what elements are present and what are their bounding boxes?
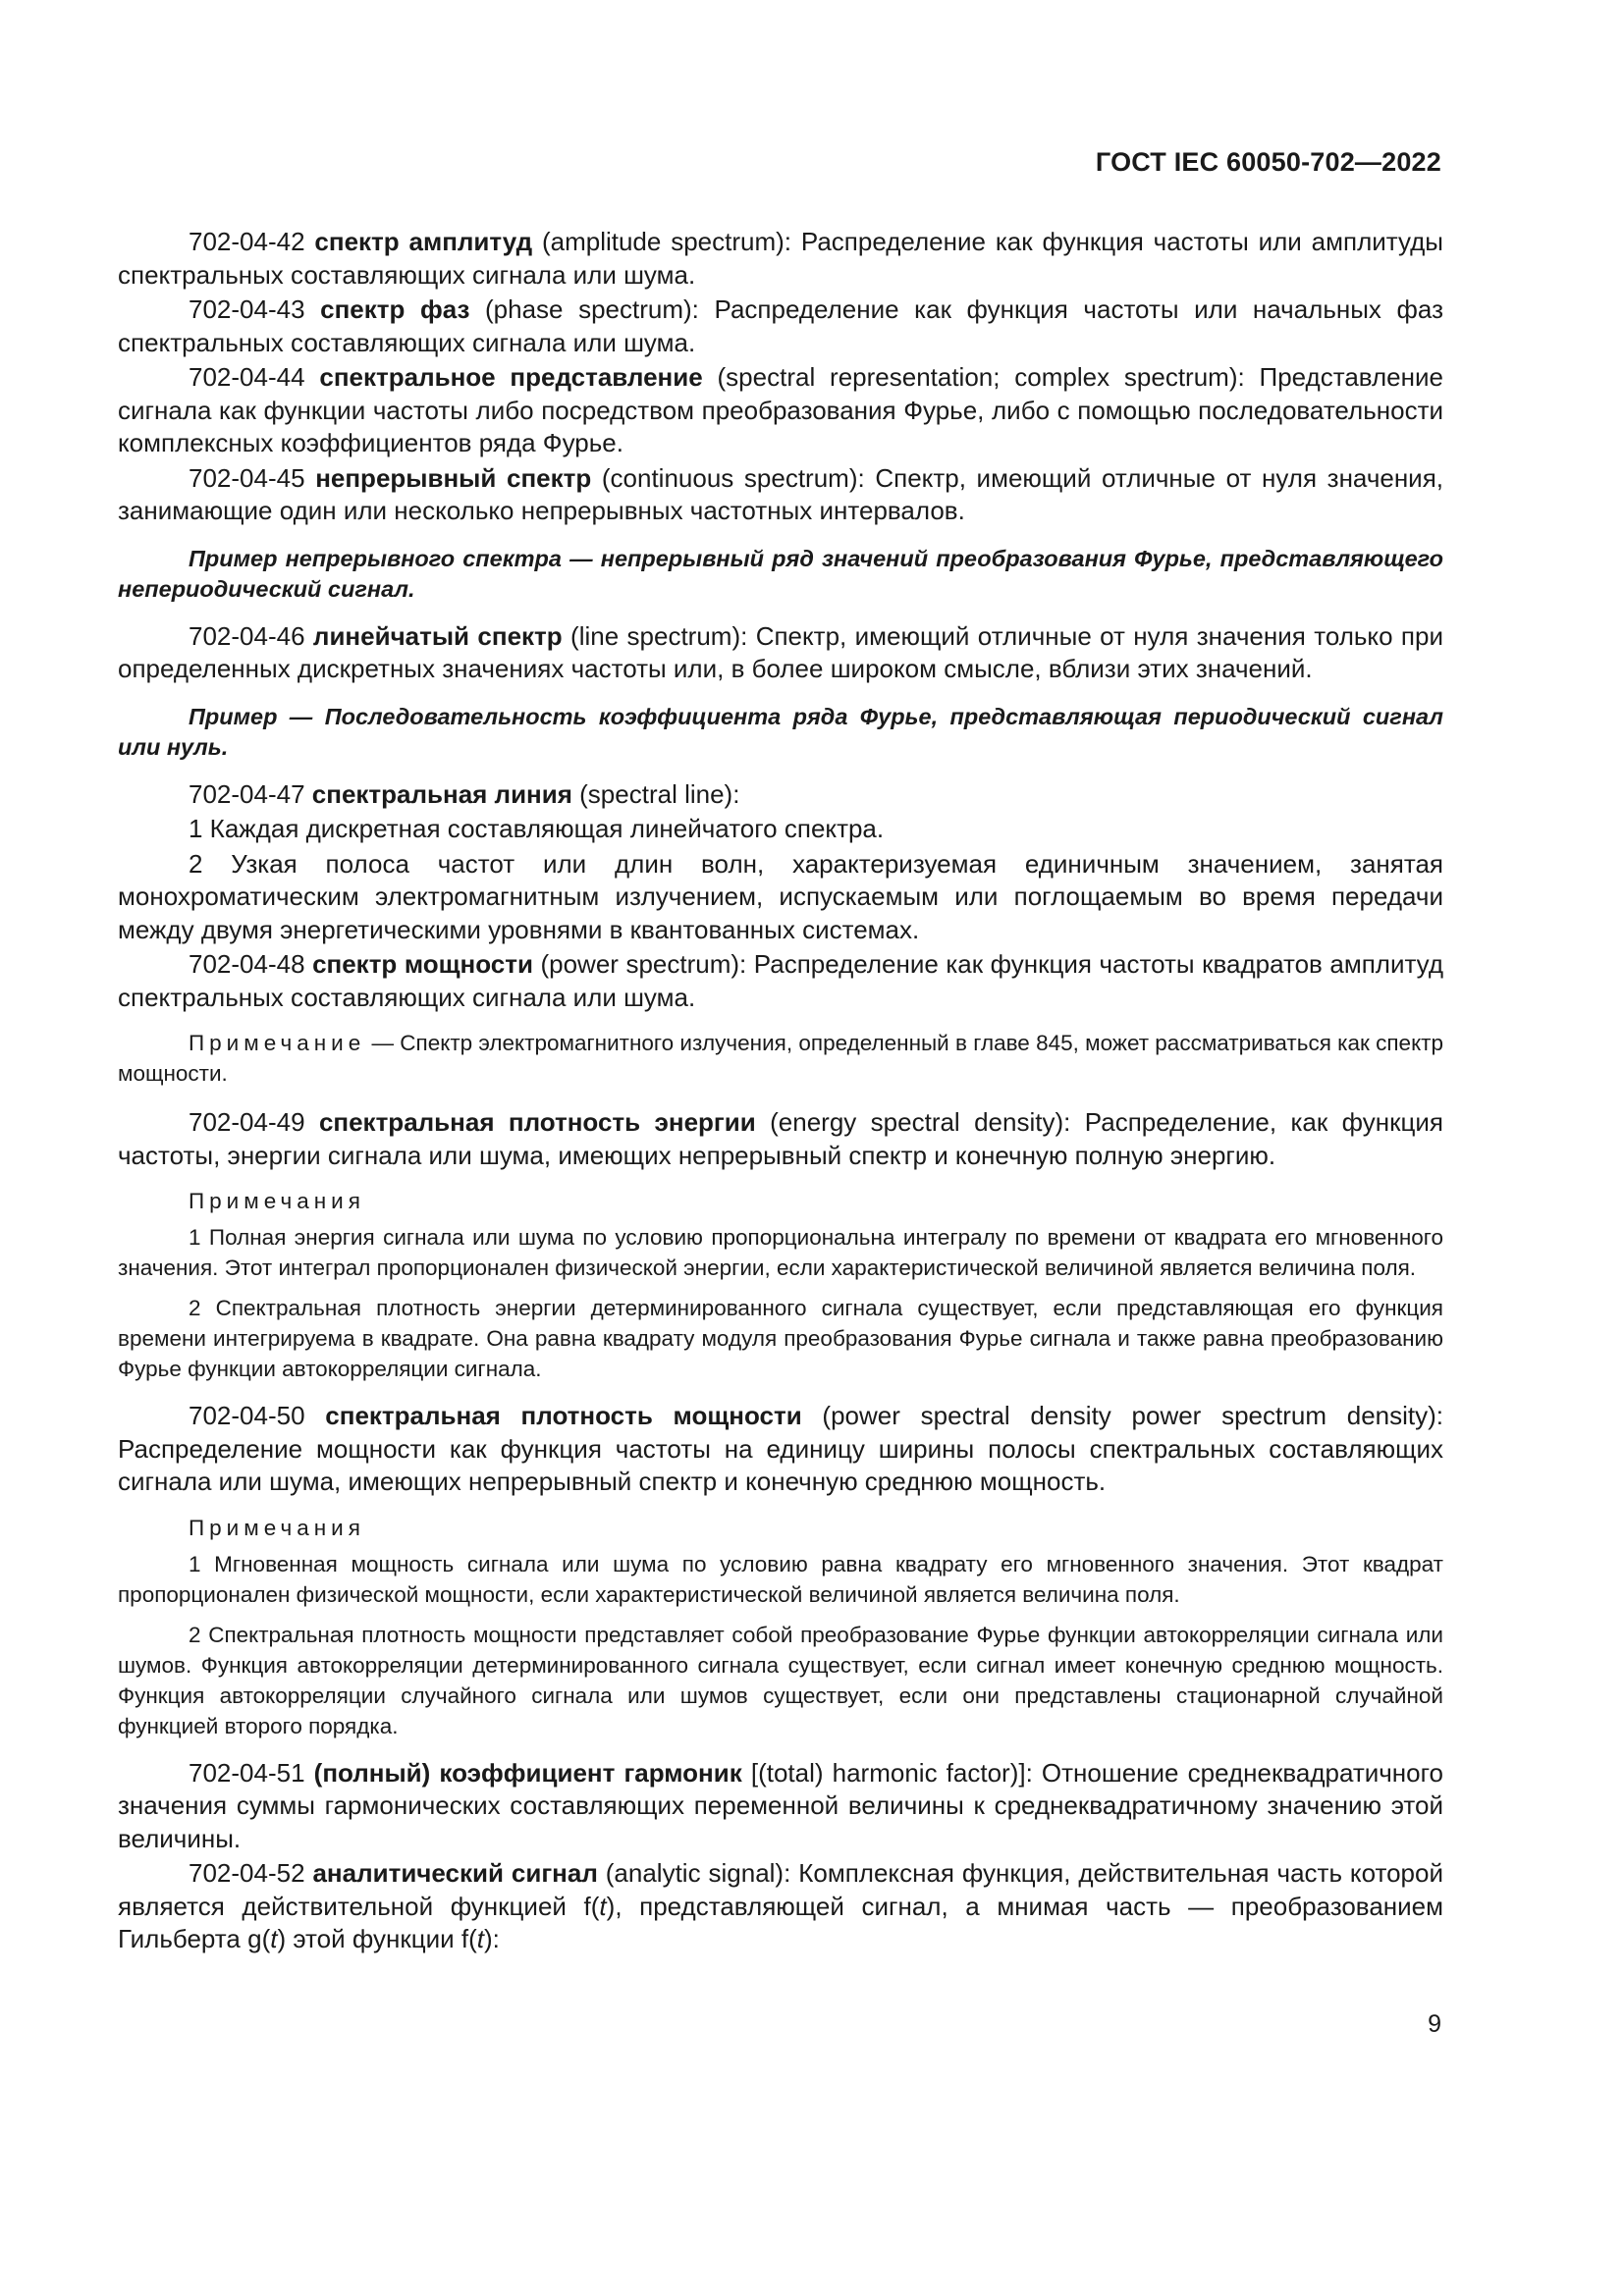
- entry-definition: (phase spectrum): Распределение как функция частоты или начальных фаз спектральных составляющих сигнала или шума.: [118, 294, 1443, 357]
- note-label: Примечание: [189, 1031, 366, 1055]
- entry-number: 702-04-45: [189, 462, 305, 493]
- entry-definition: (spectral representation; complex spectrum): Представление сигнала как функции частоты либо посредством преобразования Фурье, либо с помощью последовательности комплексных коэффициентов ряда Фурье.: [118, 362, 1443, 457]
- entry-term: спектр фаз: [320, 294, 470, 324]
- definition-item-1: 1 Каждая дискретная составляющая линейчатого спектра.: [189, 814, 885, 843]
- entry-number: 702-04-52: [189, 1858, 305, 1888]
- example-702-04-45: Пример непрерывного спектра — непрерывный ряд значений преобразования Фурье, представляющего непериодический сигнал.: [118, 545, 1443, 602]
- entry-definition-part: ) этой функции f(: [277, 1924, 477, 1953]
- note-text: — Спектр электромагнитного излучения, определенный в главе 845, может рассматриваться как спектр мощности.: [118, 1031, 1443, 1086]
- term-entry-702-04-45: [118, 462, 1443, 528]
- entry-number: 702-04-46: [189, 620, 305, 651]
- term-entry-702-04-46: [118, 620, 1443, 686]
- entry-term: спектр амплитуд: [314, 227, 533, 256]
- variable-t: t: [476, 1924, 484, 1953]
- entry-definition-part: ):: [483, 1924, 500, 1953]
- notes-label: Примечания: [189, 1189, 365, 1213]
- entry-definition: (energy spectral density): Распределение, как функция частоты, энергии сигнала или шума, имеющих непрерывный спектр и конечную полную энергию.: [118, 1107, 1443, 1170]
- entry-definition: [(total) harmonic factor)]: Отношение среднеквадратичного значения суммы гармонических составляющих переменной величины к среднеквадратичному значению этой величины.: [118, 1757, 1444, 1853]
- entry-definition: (power spectral density power spectrum density): Распределение мощности как функция частоты на единицу ширины полосы спектральных составляющих сигнала или шума, имеющих непрерывный спектр и конечную среднюю мощность.: [118, 1401, 1443, 1496]
- entry-term: спектральная плотность энергии: [318, 1107, 756, 1137]
- term-entry-702-04-48: [118, 948, 1443, 1014]
- entry-number: 702-04-48: [189, 949, 305, 979]
- entry-definition: (amplitude spectrum): Распределение как функция частоты или амплитуды спектральных составляющих сигнала или шума.: [118, 227, 1443, 290]
- document-code: ГОСТ IEC 60050-702—2022: [1095, 147, 1441, 177]
- entry-term: линейчатый спектр: [312, 620, 563, 651]
- term-entry-702-04-51: [118, 1757, 1443, 1856]
- term-entry-702-04-42: [118, 226, 1443, 292]
- entry-term: спектральное представление: [319, 362, 703, 392]
- variable-t: t: [599, 1891, 607, 1921]
- entry-definition: (continuous spectrum): Спектр, имеющий отличные от нуля значения, занимающие один или несколько непрерывных частотных интервалов.: [118, 462, 1444, 525]
- entry-term: спектр мощности: [312, 949, 533, 979]
- term-entry-702-04-43: [118, 294, 1443, 359]
- term-entry-702-04-50: [118, 1400, 1443, 1499]
- variable-t: t: [270, 1924, 278, 1953]
- term-entry-702-04-49: [118, 1106, 1443, 1172]
- entry-number: 702-04-47: [189, 778, 305, 809]
- entry-number: 702-04-49: [189, 1107, 305, 1137]
- page-content: [118, 226, 1443, 1958]
- entry-term: (полный) коэффициент гармоник: [313, 1757, 742, 1788]
- entry-definition: (line spectrum): Спектр, имеющий отличные от нуля значения только при определенных дискретных значениях частоты или, в более широком смысле, вблизи этих значений.: [118, 620, 1443, 683]
- entry-term: аналитический сигнал: [312, 1858, 598, 1888]
- note-item-1: 1 Полная энергия сигнала или шума по условию пропорциональна интегралу по времени от квадрата его мгновенного значения. Этот интеграл пропорционален физической энергии, если характеристической величиной является величина поля.: [118, 1225, 1443, 1280]
- entry-definition: (power spectrum): Распределение как функция частоты квадратов амплитуд спектральных составляющих сигнала или шума.: [118, 949, 1443, 1012]
- example-702-04-46: Пример — Последовательность коэффициента ряда Фурье, представляющая периодический сигнал или нуль.: [118, 703, 1443, 760]
- entry-number: 702-04-51: [189, 1757, 305, 1788]
- entry-definition: (spectral line):: [571, 778, 740, 809]
- note-item-2: 2 Спектральная плотность энергии детерминированного сигнала существует, если представляющая его функция времени интегрируема в квадрате. Она равна квадрату модуля преобразования Фурье сигнала и также равна преобразованию Фурье функции автокорреляции сигнала.: [118, 1296, 1443, 1381]
- notes-702-04-49: [118, 1186, 1443, 1384]
- entry-definition-part: ), представляющей сигнал, а мнимая часть — преобразованием Гильберта g(: [118, 1891, 1444, 1953]
- entry-number: 702-04-50: [189, 1401, 305, 1430]
- note-item-1: 1 Мгновенная мощность сигнала или шума по условию равна квадрату его мгновенного значения. Этот квадрат пропорционален физической мощности, если характеристической величиной является величина поля.: [118, 1551, 1443, 1607]
- entry-number: 702-04-43: [189, 294, 305, 324]
- entry-term: спектральная плотность мощности: [325, 1401, 802, 1430]
- entry-definition-part: (analytic signal): Комплексная функция, действительная часть которой является действительной функцией f(: [118, 1858, 1443, 1921]
- page-number: 9: [1428, 2010, 1441, 2038]
- notes-label: Примечания: [189, 1515, 365, 1540]
- note-702-04-48: [118, 1028, 1443, 1089]
- entry-term: непрерывный спектр: [315, 462, 592, 493]
- term-entry-702-04-44: [118, 361, 1443, 460]
- definition-item-2: 2 Узкая полоса частот или длин волн, характеризуемая единичным значением, занятая монохроматическим электромагнитным излучением, испускаемым или поглощаемым во время передачи между двумя энергетическими уровнями в квантованных системах.: [118, 848, 1443, 944]
- entry-number: 702-04-42: [189, 227, 305, 256]
- note-item-2: 2 Спектральная плотность мощности представляет собой преобразование Фурье функции автокорреляции сигнала или шумов. Функция автокорреляции детерминированного сигнала существует, если сигнал имеет конечную среднюю мощность. Функция автокорреляции случайного сигнала или шумов существует, если они представлены стационарной случайной функцией второго порядка.: [118, 1622, 1443, 1738]
- entry-number: 702-04-44: [189, 362, 305, 392]
- entry-term: спектральная линия: [311, 778, 572, 809]
- term-entry-702-04-52: [118, 1857, 1443, 1956]
- notes-702-04-50: [118, 1513, 1443, 1741]
- term-entry-702-04-47: [118, 778, 1443, 812]
